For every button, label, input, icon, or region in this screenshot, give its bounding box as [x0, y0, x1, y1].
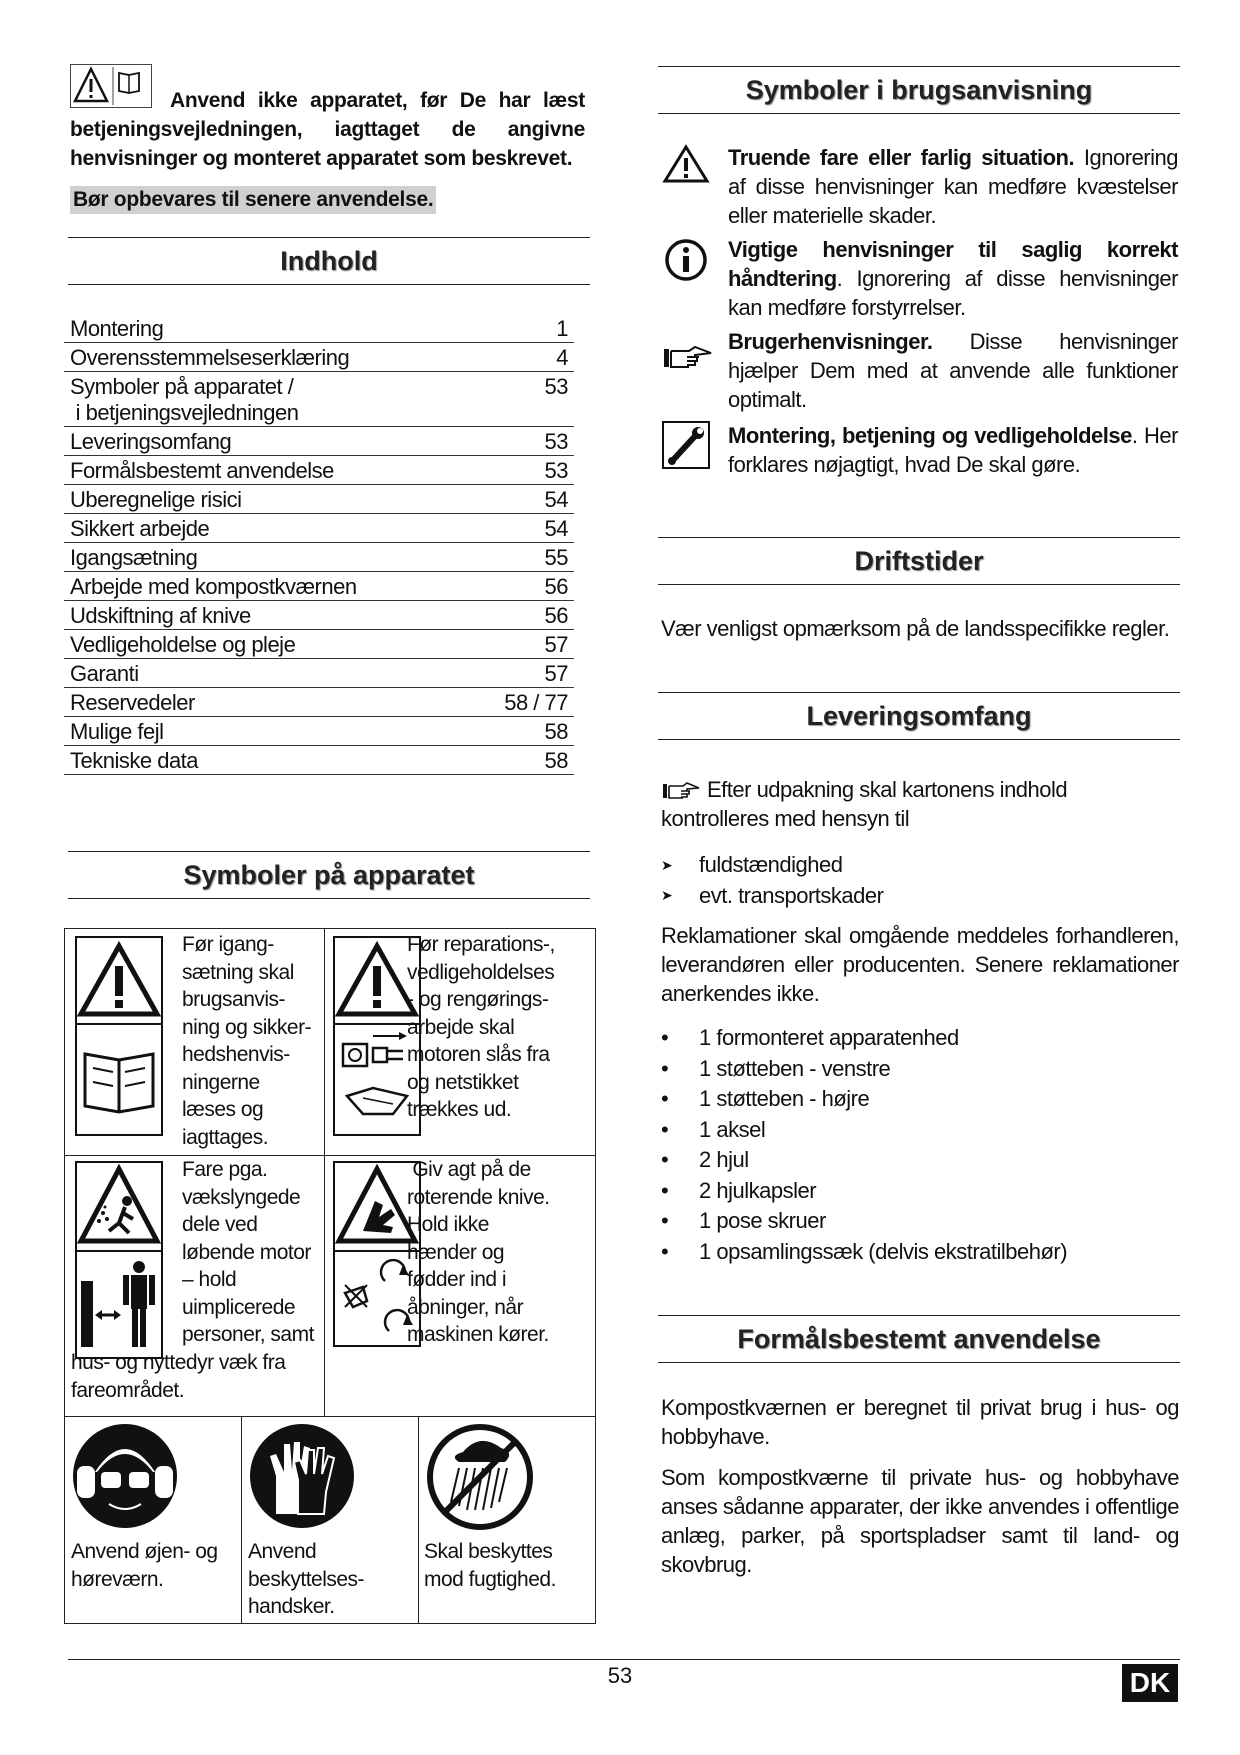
symbol-text-read-manual: Før igang- sætning skal brugsanvis- ning og sikker- hedshenvis- ningerne læses og iagttages. — [182, 933, 312, 1149]
delivery-items — [661, 1023, 1067, 1267]
manual-symbols-heading: Symboler i brugsanvisning — [658, 66, 1180, 114]
device-symbols-grid — [64, 928, 596, 1624]
intended-use-p2: Som kompostkværne til private hus- og hobbyhave anses sådanne apparater, der ikke anvendes i offentlige anlæg, parker, på sportspladser samt til land- og skovbrug. — [661, 1465, 1179, 1577]
toc-row[interactable]: Sikkert arbejde 54 — [64, 514, 574, 543]
toc-row[interactable]: Mulige fejl 58 — [64, 717, 574, 746]
info-icon — [664, 238, 708, 282]
toc-row[interactable]: Formålsbestemt anvendelse 53 — [64, 456, 574, 485]
toc-row[interactable]: Tekniske data 58 — [64, 746, 574, 775]
toc-row[interactable]: Symboler på apparatet / i betjeningsvejledningen 53 — [64, 372, 574, 427]
symbol-text-gloves: Anvend beskyttelses- handsker. — [248, 1540, 365, 1618]
contents-heading: Indhold — [68, 237, 590, 285]
toc-row[interactable]: Reservedeler 58 / 77 — [64, 688, 574, 717]
protective-gloves-icon — [248, 1422, 356, 1530]
intro-text: Anvend ikke apparatet, før De har læst betjeningsvejledningen, iagttaget de angivne henvisninger og monteret apparatet som beskrevet. — [70, 89, 585, 170]
symbol-text-rotating-knives: Giv agt på de roterende knive. Hold ikke hænder og fødder ind i åbninger, når maskinen kører. — [407, 1158, 550, 1346]
list-item: ➤ evt. transportskader — [661, 882, 884, 908]
operating-times-text: Vær venligst opmærksom på de landsspecifikke regler. — [661, 616, 1170, 641]
manual-symbol-hint: Brugerhenvisninger. Disse henvisninger hjælper Dem med at anvende alle funktioner optimalt. — [728, 329, 1184, 412]
keep-note: Bør opbevares til senere anvendelse. — [70, 186, 436, 214]
toc-row[interactable]: Overensstemmelseserklæring 4 — [64, 343, 574, 372]
delivery-checks — [661, 850, 883, 911]
wrench-icon — [662, 421, 710, 469]
table-of-contents — [64, 314, 574, 775]
list-item: • 1 støtteben - venstre — [661, 1055, 891, 1081]
delivery-intro: Efter udpakning skal kartonens indhold kontrolleres med hensyn til — [661, 777, 1068, 831]
toc-row[interactable]: Montering 1 — [64, 314, 574, 343]
list-item: ➤ fuldstændighed — [661, 852, 843, 878]
list-item: • 1 støtteben - højre — [661, 1086, 870, 1112]
eye-ear-protection-icon — [71, 1422, 179, 1530]
delivery-claims: Reklamationer skal omgående meddeles forhandleren, leverandøren eller producenten. Senere reklamationer anerkendes ikke. — [661, 923, 1179, 1006]
pointing-hand-icon — [661, 343, 713, 371]
list-item: • 1 opsamlingssæk (delvis ekstratilbehør) — [661, 1238, 1068, 1264]
list-item: • 1 formonteret apparatenhed — [661, 1025, 959, 1051]
manual-symbol-danger: Truende fare eller farlig situation. Ignorering af disse henvisninger kan medføre kvæstelser eller materielle skader. — [728, 145, 1178, 228]
intended-use-p1: Kompostkværnen er beregnet til privat brug i hus- og hobbyhave. — [661, 1395, 1179, 1449]
symbol-text-unplug: Før reparations-, vedligeholdelses - og rengørings- arbejde skal motoren slås fra og netstikket trækkes ud. — [407, 933, 555, 1121]
list-item: • 2 hjul — [661, 1147, 749, 1173]
operating-times-heading: Driftstider — [658, 537, 1180, 585]
protect-from-moisture-icon — [425, 1422, 535, 1532]
symbol-text-eye-ear: Anvend øjen- og høreværn. — [71, 1540, 218, 1591]
list-item: • 1 pose skruer — [661, 1208, 826, 1234]
list-item: • 2 hjulkapsler — [661, 1177, 817, 1203]
toc-row[interactable]: Udskiftning af knive 56 — [64, 601, 574, 630]
footer-rule — [68, 1659, 1180, 1660]
manual-symbol-tool: Montering, betjening og vedligeholdelse. Her forklares nøjagtigt, hvad De skal gøre. — [728, 423, 1178, 477]
toc-row[interactable]: Uberegnelige risici 54 — [64, 485, 574, 514]
toc-row[interactable]: Leveringsomfang 53 — [64, 427, 574, 456]
page-number: 53 — [607, 1663, 633, 1688]
list-item: • 1 aksel — [661, 1116, 766, 1142]
intended-use-heading: Formålsbestemt anvendelse — [658, 1315, 1180, 1363]
manual-symbol-info: Vigtige henvisninger til saglig korrekt håndtering. Ignorering af disse henvisninger kan medføre forstyrrelser. — [728, 237, 1178, 320]
delivery-heading: Leveringsomfang — [658, 692, 1180, 740]
symbol-text-flying-debris: Fare pga. vækslyngede dele ved løbende motor – hold uimplicerede personer, samt — [182, 1158, 314, 1346]
toc-row[interactable]: Igangsætning 55 — [64, 543, 574, 572]
symbol-text-moisture: Skal beskyttes mod fugtighed. — [424, 1540, 556, 1591]
toc-row[interactable]: Vedligeholdelse og pleje 57 — [64, 630, 574, 659]
warning-read-manual-icon — [75, 936, 163, 1136]
danger-triangle-icon — [662, 144, 710, 184]
toc-row[interactable]: Arbejde med kompostkværnen 56 — [64, 572, 574, 601]
symbol-text-flying-debris-tail: hus- og nyttedyr væk fra fareområdet. — [71, 1351, 286, 1402]
country-badge: DK — [1122, 1664, 1178, 1702]
flying-debris-keep-distance-icon — [75, 1161, 163, 1359]
device-symbols-heading: Symboler på apparatet — [68, 851, 590, 899]
toc-row[interactable]: Garanti 57 — [64, 659, 574, 688]
